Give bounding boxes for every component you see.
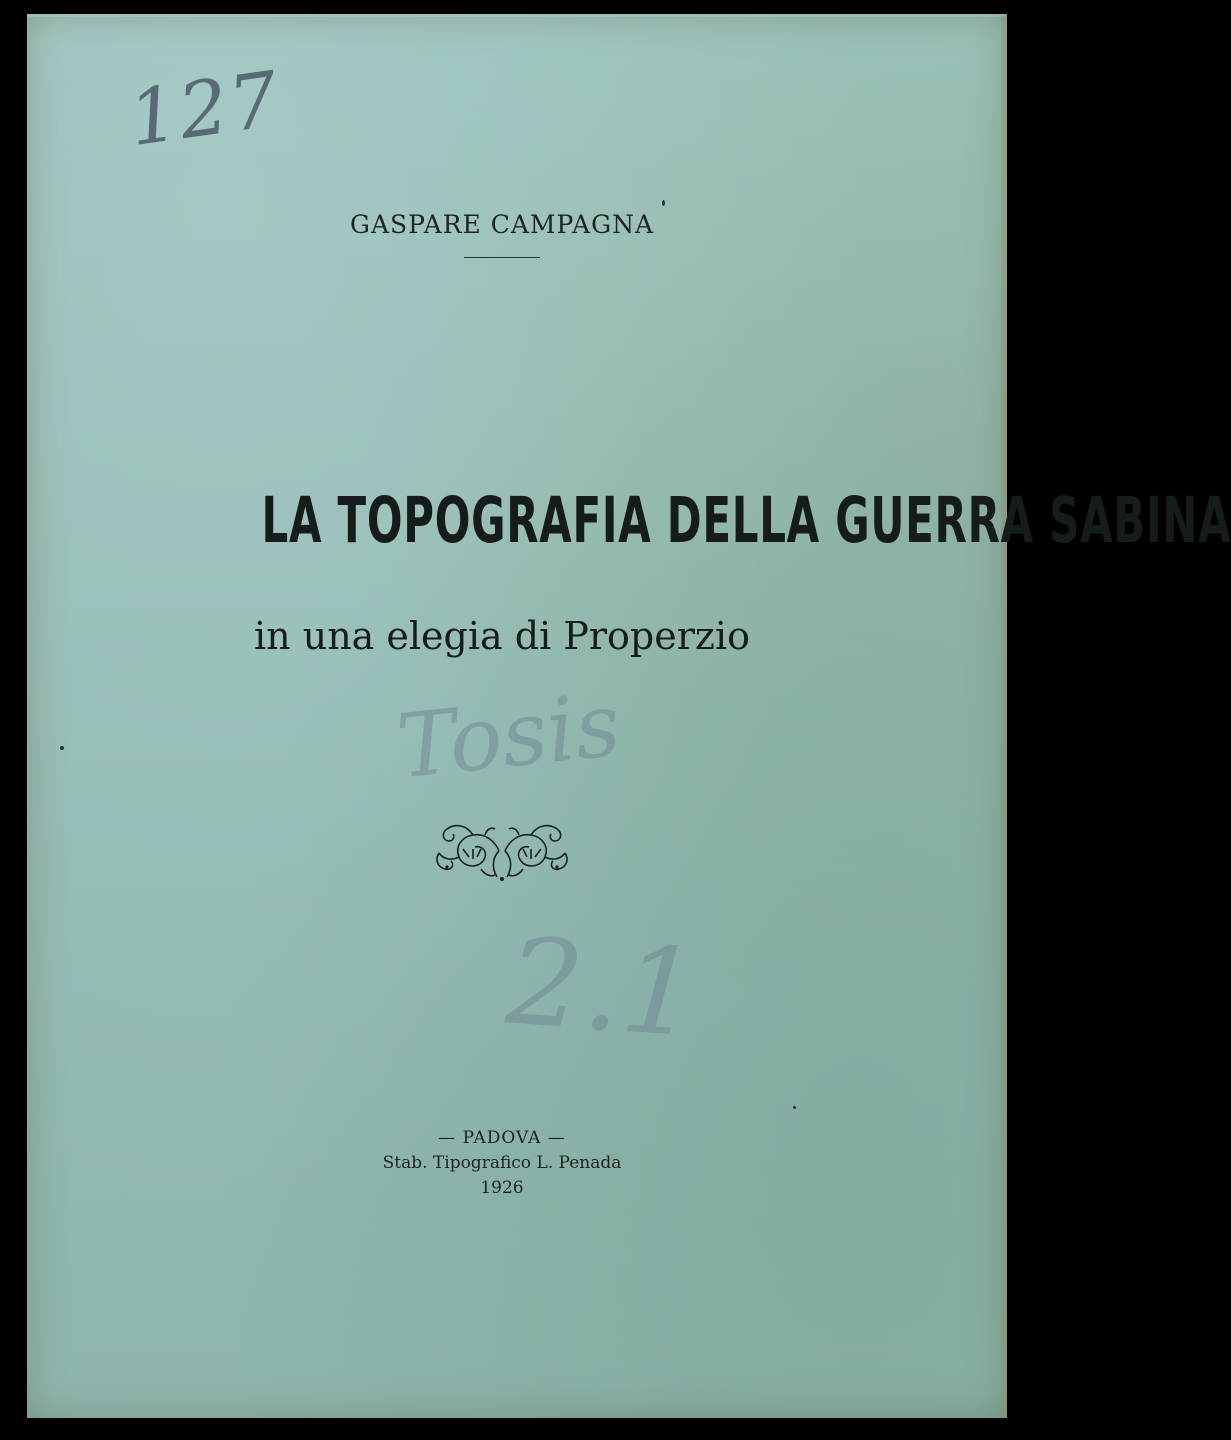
pencil-annotation: Tosis	[392, 672, 626, 799]
author-name: GASPARE CAMPAGNA	[349, 210, 654, 239]
paper-speck	[60, 746, 64, 750]
book-subtitle: in una elegia di Properzio	[254, 614, 750, 658]
pencil-annotation: 2.1	[502, 912, 703, 1065]
book-title: LA TOPOGRAFIA DELLA GUERRA SABINA	[261, 484, 1231, 557]
handwritten-catalog-number: 127	[123, 53, 286, 164]
imprint-block	[327, 1126, 677, 1201]
booklet-cover	[27, 14, 1231, 1418]
paper-speck	[662, 200, 665, 206]
imprint-year: 1926	[480, 1178, 524, 1198]
floral-vignette-icon	[433, 817, 571, 883]
imprint-printer: Stab. Tipografico L. Penada	[382, 1153, 622, 1173]
author-divider	[464, 257, 540, 258]
paper-speck	[793, 1106, 796, 1109]
imprint-city: — PADOVA —	[438, 1128, 566, 1148]
